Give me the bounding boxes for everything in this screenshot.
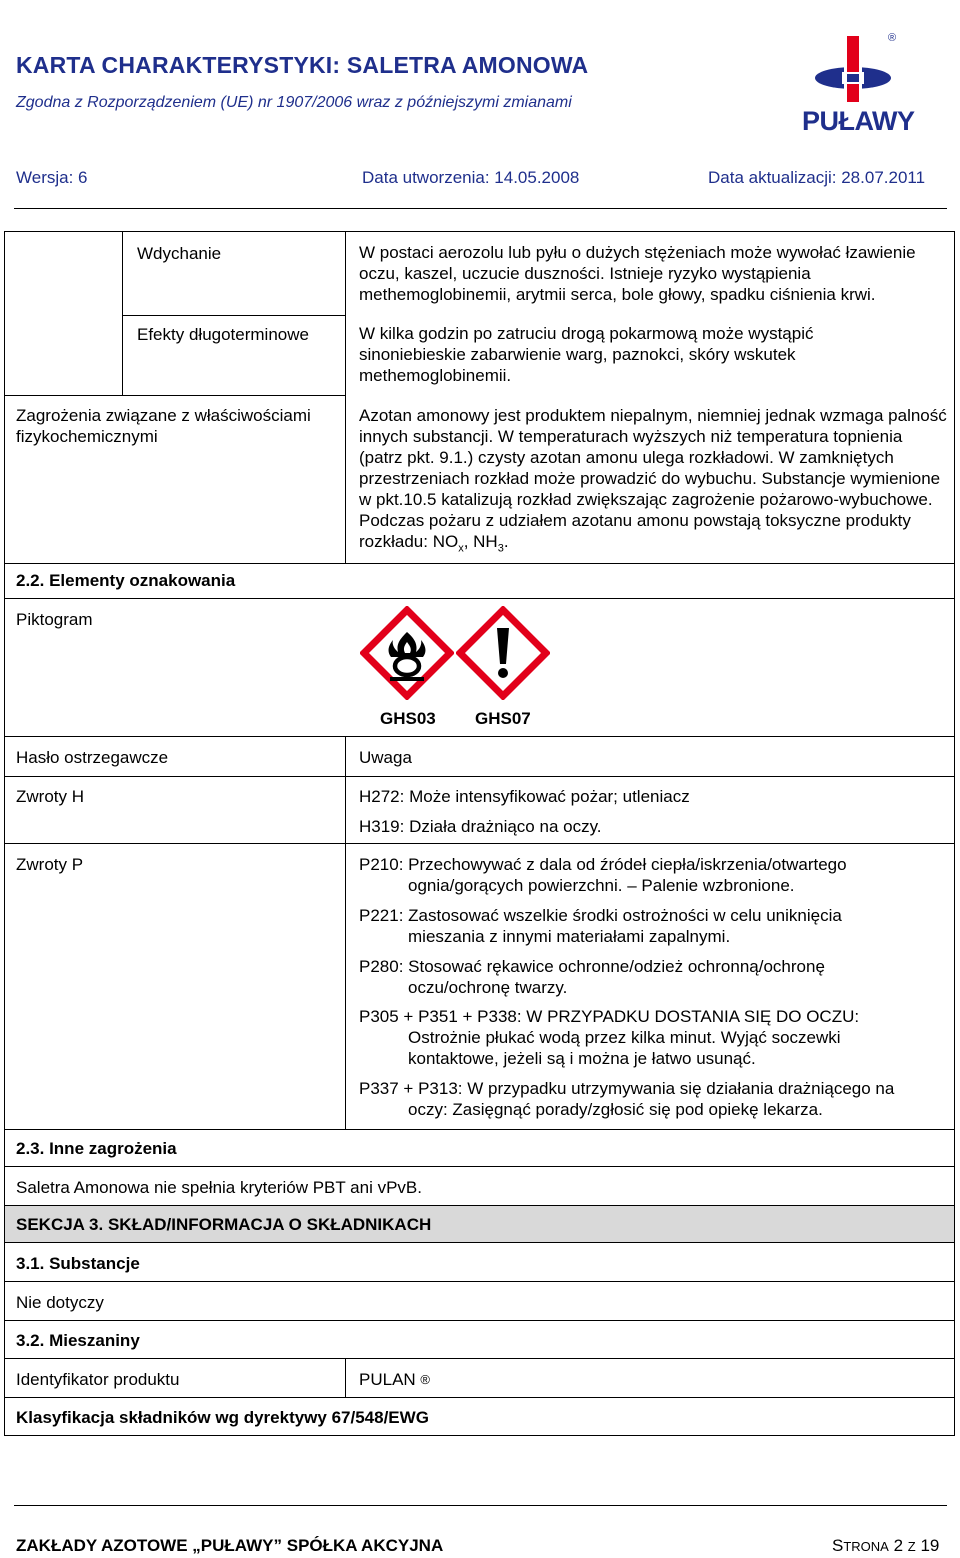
table-divider [345,1358,346,1398]
p-statement: P305 + P351 + P338: W PRZYPADKU DOSTANIA SIĘ DO OCZU: Ostrożnie płukać wodą przez kilka minut. Wyjąć soczewki kontaktowe, jeżeli są i można je łatwo usunąć. [359,1007,860,1068]
p-statement: P337 + P313: W przypadku utrzymywania się działania drażniącego na oczy: Zasięgnąć porady/zgłosić się pod opiekę lekarza. [359,1079,895,1119]
table-divider [4,1358,955,1359]
regulation-subtitle: Zgodna z Rozporządzeniem (UE) nr 1907/2006 wraz z późniejszymi zmianami [16,94,572,111]
table-divider [345,231,346,563]
ghs07-code: GHS07 [475,709,531,728]
h-statements-label: Zwroty H [16,787,84,806]
physchem-text-block [359,405,949,559]
mixtures-heading: 3.2. Mieszaniny [16,1331,140,1350]
longterm-text: W kilka godzin po zatruciu drogą pokarmową może wystąpić sinoniebieskie zabarwienie warg, paznokci, skóry wskutek methemoglobinemii. [359,324,814,385]
h-statement: H319: Działa drażniąco na oczy. [359,817,602,836]
table-divider [4,395,345,396]
classification-heading: Klasyfikacja składników wg dyrektywy 67/548/EWG [16,1408,429,1427]
physchem-subscript-3: 3 [497,542,504,555]
table-divider [4,1281,955,1282]
substances-text: Nie dotyczy [16,1293,104,1312]
p-statement: P221: Zastosować wszelkie środki ostrożności w celu uniknięcia mieszania z innymi materiałami zapalnymi. [359,906,842,946]
labelling-heading: 2.2. Elementy oznakowania [16,571,236,590]
logo-registered-mark: ® [888,32,897,44]
logo-text: PUŁAWY [802,106,915,136]
h-statement: H272: Może intensyfikować pożar; utleniacz [359,787,690,806]
identifier-label: Identyfikator produktu [16,1370,180,1389]
flame-over-circle-icon [360,606,454,700]
table-divider [122,231,123,396]
ghs07-pictogram [456,606,550,700]
updated-date: Data aktualizacji: 28.07.2011 [708,168,926,187]
other-hazards-text: Saletra Amonowa nie spełnia kryteriów PBT ani vPvB. [16,1178,422,1197]
inhalation-text: W postaci aerozolu lub pyłu o dużych stężeniach może wywołać łzawienie oczu, kaszel, uczucie duszności. Istnieje ryzyko wystąpienia methemoglobinemii, arytmii serca, bole głowy, spadku ciśnienia krwi. [359,243,916,304]
table-divider [345,736,346,1130]
product-name: PULAN [359,1370,416,1389]
other-hazards-heading: 2.3. Inne zagrożenia [16,1139,177,1158]
footer-divider [14,1505,947,1506]
signal-word-label: Hasło ostrzegawcze [16,748,169,767]
physchem-subscript-x: x [458,542,464,555]
identifier-value [359,1369,430,1390]
physchem-text-mid: , NH [463,532,498,551]
page-word-initial: S [832,1536,844,1555]
signal-word: Uwaga [359,748,412,767]
page-of: Z [907,1539,916,1554]
physchem-text-end: . [503,532,509,551]
table-divider [4,563,955,564]
header-divider [14,208,947,209]
pulawy-logo [802,30,915,136]
longterm-label: Efekty długoterminowe [137,325,309,344]
version-label: Wersja: 6 [16,168,88,187]
table-divider [4,1397,955,1398]
document-title: KARTA CHARAKTERYSTYKI: SALETRA AMONOWA [16,52,589,78]
page-word-rest: TRONA [843,1539,889,1554]
substances-heading: 3.1. Substancje [16,1254,140,1273]
current-page: 2 [893,1536,904,1555]
company-name: ZAKŁADY AZOTOWE „PUŁAWY” SPÓŁKA AKCYJNA [16,1536,444,1555]
table-divider [4,1166,955,1167]
section-3-heading: SEKCJA 3. SKŁAD/INFORMACJA O SKŁADNIKACH [16,1215,432,1234]
physchem-text: Azotan amonowy jest produktem niepalnym, niemniej jednak wzmaga palność innych substancji. W temperaturach wyższych niż temperatura topnienia (patrz pkt. 9.1.) czysty azotan amonu ulega rozkładowi. W zamkniętych przestrzeniach rozkład może prowadzić do wybuchu. Substancje wymienione w pkt.10.5 katalizują rozkład zwiększając zagrożenie pożarowo-wybuchowe. Podczas pożaru z udziałem azotanu amonu powstają toksyczne produkty rozkładu: NO [359,406,947,551]
table-divider [4,736,955,737]
physchem-label: Zagrożenia związane z właściwościami fizykochemicznymi [16,406,311,446]
total-pages: 19 [920,1536,940,1555]
table-divider [4,776,955,777]
ghs03-pictogram [360,606,454,700]
created-date: Data utworzenia: 14.05.2008 [362,168,580,187]
exclamation-mark-icon [456,606,550,700]
registered-mark: ® [420,1372,431,1387]
table-divider [4,598,955,599]
inhalation-label: Wdychanie [137,244,222,263]
ghs03-code: GHS03 [380,709,436,728]
table-divider [4,843,955,844]
table-divider [122,315,345,316]
pictogram-label: Piktogram [16,610,93,629]
p-statement: P280: Stosować rękawice ochronne/odzież ochronną/ochronę oczu/ochronę twarzy. [359,957,825,997]
p-statements-label: Zwroty P [16,855,84,874]
page-number [832,1536,939,1556]
p-statement: P210: Przechowywać z dala od źródeł ciepła/iskrzenia/otwartego ognia/gorących powierzchni. – Palenie wzbronione. [359,855,847,895]
table-divider [4,1129,955,1130]
table-divider [4,1320,955,1321]
